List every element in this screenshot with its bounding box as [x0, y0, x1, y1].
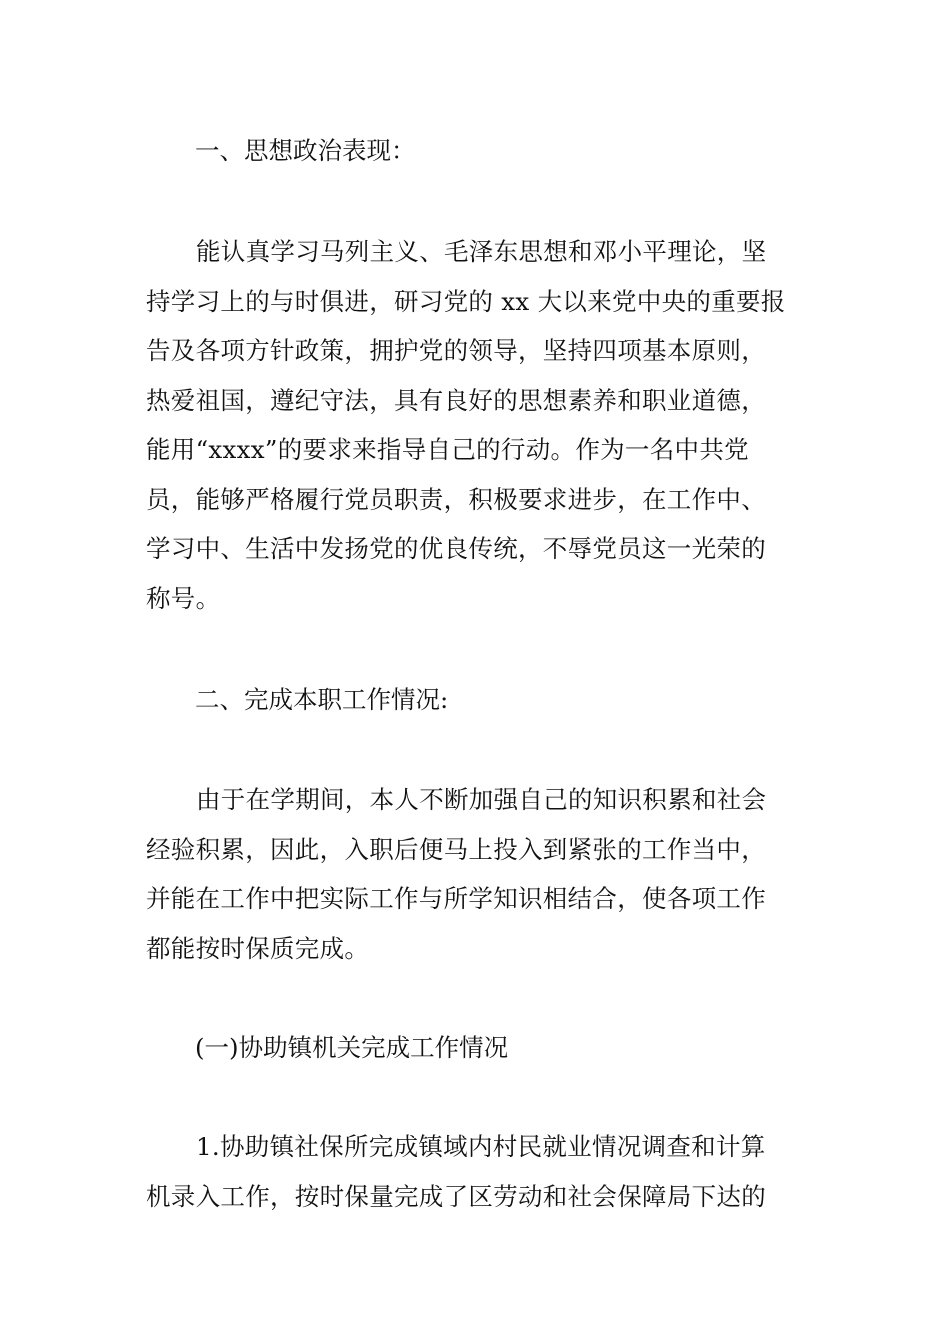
section-2-paragraph: [146, 775, 808, 973]
paragraph-line: 能用“xxxx”的要求来指导自己的行动。作为一名中共党: [146, 435, 749, 464]
section-1-paragraph: [146, 227, 808, 623]
section-1-heading: 一、思想政治表现：: [195, 136, 416, 165]
paragraph-line: 称号。: [146, 583, 221, 613]
paragraph-line: 由于在学期间，本人不断加强自己的知识积累和社会: [196, 785, 767, 814]
paragraph-line: 学习中、生活中发扬党的优良传统，不辱党员这一光荣的: [146, 534, 766, 563]
paragraph-line: 员，能够严格履行党员职责，积极要求进步，在工作中、: [146, 484, 766, 514]
paragraph-line: 经验积累，因此，入职后便马上投入到紧张的工作当中，: [146, 834, 766, 864]
paragraph-line: 1.协助镇社保所完成镇域内村民就业情况调查和计算: [196, 1132, 766, 1161]
paragraph-line: 并能在工作中把实际工作与所学知识相结合，使各项工作: [146, 884, 766, 913]
section-2-heading: 二、完成本职工作情况:: [195, 685, 449, 714]
paragraph-line: 机录入工作，按时保量完成了区劳动和社会保障局下达的: [146, 1181, 766, 1211]
paragraph-line: 告及各项方针政策，拥护党的领导，坚持四项基本原则，: [146, 336, 766, 365]
paragraph-line: 能认真学习马列主义、毛泽东思想和邓小平理论，坚: [196, 237, 767, 266]
subsection-1-heading: (一)协助镇机关完成工作情况: [195, 1033, 509, 1062]
item-1-paragraph: [146, 1122, 808, 1221]
paragraph-line: 热爱祖国，遵纪守法，具有良好的思想素养和职业道德，: [146, 385, 766, 415]
paragraph-line: 持学习上的与时俱进，研习党的 xx 大以来党中央的重要报: [146, 286, 786, 316]
paragraph-line: 都能按时保质完成。: [146, 933, 370, 963]
